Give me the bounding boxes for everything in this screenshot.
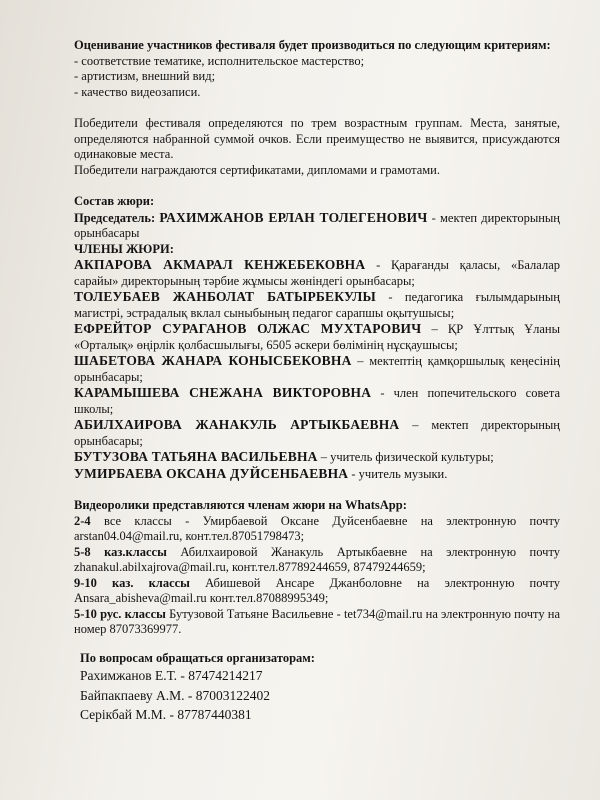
- jury-member-role: – мектептің қамқоршылық кеңесінің орынбасары;: [74, 354, 560, 384]
- jury-member-role: – учитель физической культуры;: [317, 450, 494, 464]
- jury-member: [74, 353, 560, 385]
- jury-members-title: ЧЛЕНЫ ЖЮРИ:: [74, 241, 174, 256]
- jury-member: [74, 385, 560, 417]
- criteria-item: - артистизм, внешний вид;: [74, 69, 216, 83]
- video-group-text: Бутузовой Татьяне Васильевне - tet734@mail.ru на электронную почту на номер 87073369977.: [74, 606, 561, 636]
- jury-member-role: - педагогика ғылымдарының магистрі, эстрадалық вклал сыныбының педагог сарапшы оқытушысы;: [74, 290, 560, 320]
- chair-name: РАХИМЖАНОВ ЕРЛАН ТОЛЕГЕНОВИЧ: [159, 209, 428, 225]
- jury-member-name: АКПАРОВА АКМАРАЛ КЕНЖЕБЕКОВНА: [74, 257, 366, 272]
- criteria-item: - соответствие тематике, исполнительское мастерство;: [74, 53, 365, 68]
- jury-member-name: АБИЛХАИРОВА ЖАНАКУЛЬ АРТЫКБАЕВНА: [74, 417, 400, 432]
- video-group: [74, 607, 560, 638]
- jury-member-name: БУТУЗОВА ТАТЬЯНА ВАСИЛЬЕВНА: [74, 449, 318, 464]
- video-group: [74, 545, 560, 576]
- jury-member-role: - учитель музыки.: [348, 466, 448, 481]
- video-group: [74, 576, 560, 607]
- jury-member: [74, 466, 560, 483]
- jury-member-name: КАРАМЫШЕВА СНЕЖАНА ВИКТОРОВНА: [74, 385, 372, 400]
- document-body: [74, 38, 560, 725]
- videos-title: Видеоролики представляются членам жюри на WhatsApp:: [74, 498, 407, 512]
- jury-member-name: ШАБЕТОВА ЖАНАРА КОНЫСБЕКОВНА: [74, 353, 352, 368]
- awards-paragraph: Победители награждаются сертификатами, дипломами и грамотами.: [74, 162, 440, 177]
- jury-title: Состав жюри:: [74, 194, 155, 208]
- organizer-contact: Серікбай М.М. - 87787440381: [80, 707, 252, 722]
- jury-member: [74, 257, 560, 289]
- video-group-class: 5-8 каз.классы: [74, 544, 167, 559]
- jury-member-name: ТОЛЕУБАЕВ ЖАНБОЛАТ БАТЫРБЕКУЛЫ: [74, 289, 376, 304]
- jury-member-name: УМИРБАЕВА ОКСАНА ДУЙСЕНБАЕВНА: [74, 465, 349, 481]
- jury-member: [74, 417, 560, 449]
- video-group: [74, 514, 560, 545]
- organizers-title: По вопросам обращаться организаторам:: [80, 650, 315, 665]
- jury-member: [74, 449, 560, 466]
- video-group-text: Абишевой Ансаре Джанболовне на электронную почту Ansara_abisheva@mail.ru конт.тел.87088995349;: [74, 575, 560, 605]
- jury-member: [74, 289, 560, 321]
- winners-paragraph: Победители фестиваля определяются по трем возрастным группам. Места, занятые, определяются набранной суммой очков. Если преимущество не выявится, присуждаются одинаковые места.: [74, 116, 560, 161]
- chair-label: Председатель:: [74, 210, 156, 225]
- jury-member-role: - Қарағанды қаласы, «Балалар сарайы» директорының тәрбие жұмысы жөніндегі орынбасары;: [74, 258, 560, 288]
- video-group-class: 5-10 рус. классы: [74, 606, 166, 621]
- criteria-title: Оценивание участников фестиваля будет производиться по следующим критериям:: [74, 38, 551, 52]
- jury-member-name: ЕФРЕЙТОР СУРАГАНОВ ОЛЖАС МУХТАРОВИЧ: [74, 321, 422, 336]
- jury-member-role: - член попечительского совета школы;: [74, 386, 560, 416]
- video-group-class: 9-10 каз. классы: [74, 575, 190, 590]
- video-group-class: 2-4: [74, 513, 91, 528]
- video-group-text: Абилхаировой Жанакуль Артыкбаевне на электронную почту zhanakul.abilxajrova@mail.ru, конт.тел.87789244659, 87479244659;: [74, 544, 560, 574]
- organizers-contacts: [74, 666, 560, 725]
- chair-role: - мектеп директорының орынбасары: [74, 210, 560, 240]
- criteria-item: - качество видеозаписи.: [74, 84, 201, 99]
- jury-member-role: – ҚР Ұлттық Ұланы «Орталық» өңірлік қолбасшылығы, 6505 әскери бөлімінің нұсқаушысы;: [74, 322, 560, 352]
- jury-chair: [74, 210, 560, 242]
- organizer-contact: Рахимжанов Е.Т. - 87474214217: [80, 668, 263, 683]
- jury-member: [74, 321, 560, 353]
- video-group-text: все классы - Умирбаевой Оксане Дуйсенбаевне на электронную почту arstan04.04@mail.ru, конт.тел.87051798473;: [74, 513, 560, 543]
- organizer-contact: Байпакпаеву А.М. - 87003122402: [80, 687, 270, 703]
- jury-member-role: – мектеп директорының орынбасары;: [74, 418, 560, 448]
